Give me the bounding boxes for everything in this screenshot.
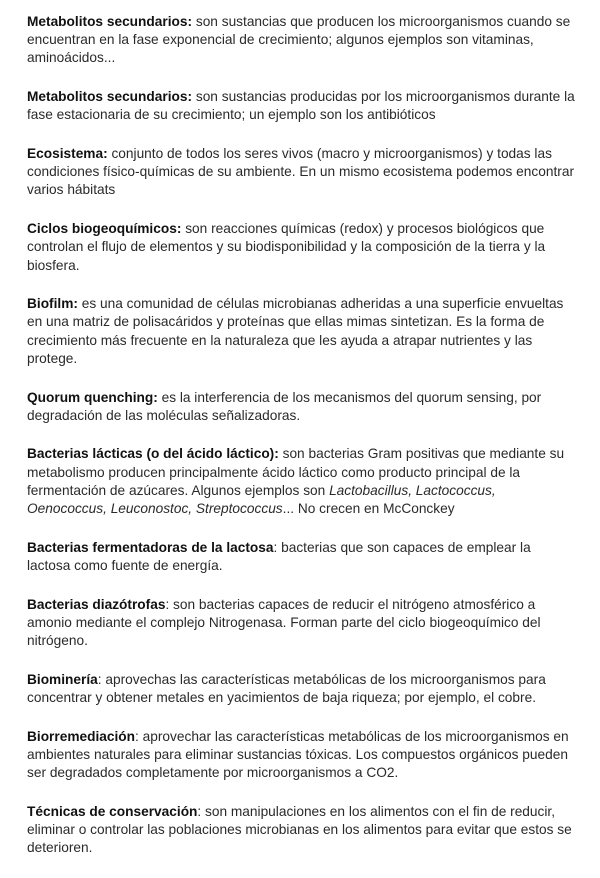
glossary-entry-ecosistema	[27, 145, 575, 200]
entry-term: Biorremediación	[27, 728, 136, 744]
glossary-entry-bacterias-diazotrofas	[27, 596, 575, 651]
entry-term: Bacterias diazótrofas	[27, 596, 166, 612]
glossary-entry-metabolitos-secundarios-1	[27, 13, 575, 68]
entry-examples: Lactobacillus, Lactococcus, Oenococcus, Leuconostoc, Streptococcus	[27, 482, 496, 517]
entry-definition: son sustancias producidas por los microorganismos durante la fase estacionaria de su crecimiento; un ejemplo son los antibióticos	[27, 89, 575, 123]
entry-term: Quorum quenching:	[27, 389, 158, 405]
entry-definition: es una comunidad de células microbianas adheridas a una superficie envueltas en una matriz de polisacáridos y proteínas que ellas mimas sintetizan. Es la forma de crecimiento más frecuente en la naturaleza que les ayuda a atrapar nutrientes y las protege.	[27, 296, 564, 366]
entry-term: Bacterias lácticas (o del ácido láctico):	[27, 446, 279, 462]
glossary-entry-ciclos-biogeoquimicos	[27, 220, 575, 275]
entry-definition: son reacciones químicas (redox) y procesos biológicos que controlan el flujo de elementos y su biodisponibilidad y la composición de la tierra y la biosfera.	[27, 221, 546, 273]
entry-definition: : aprovechas las características metabólicas de los microorganismos para concentrar y obtener metales en yacimientos de baja riqueza; por ejemplo, el cobre.	[27, 671, 546, 705]
glossary-page	[27, 13, 575, 878]
glossary-entry-bacterias-fermentadoras	[27, 539, 575, 575]
entry-term: Metabolitos secundarios:	[27, 14, 193, 29]
glossary-entry-metabolitos-secundarios-2	[27, 88, 575, 124]
glossary-entry-biomineria	[27, 671, 575, 707]
entry-definition-end: ... No crecen en McConckey	[282, 501, 455, 517]
entry-definition: : aprovechar las características metabólicas de los microorganismos en ambientes naturales para eliminar sustancias tóxicas. Los compuestos orgánicos pueden ser degradados completamente por microorganismos a CO2.	[27, 728, 569, 781]
glossary-entry-tecnicas-conservacion	[27, 803, 575, 858]
glossary-entry-bacterias-lacticas	[27, 445, 575, 518]
glossary-entry-biorremediacion	[27, 728, 575, 783]
entry-definition: son bacterias Gram positivas que mediante su metabolismo producen principalmente ácido láctico como producto principal de la fermentación de azúcares. Algunos ejemplos son	[27, 446, 565, 498]
glossary-entry-quorum-quenching	[27, 389, 575, 425]
entry-definition: : bacterias que son capaces de emplear la lactosa como fuente de energía.	[27, 539, 531, 573]
entry-definition: es la interferencia de los mecanismos del quorum sensing, por degradación de las moléculas señalizadoras.	[27, 389, 542, 423]
entry-definition: conjunto de todos los seres vivos (macro y microorganismos) y todas las condiciones físico-químicas de su ambiente. En un mismo ecosistema podemos encontrar varios hábitats	[27, 146, 575, 198]
entry-definition: : son bacterias capaces de reducir el nitrógeno atmosférico a amonio mediante el complejo Nitrogenasa. Forman parte del ciclo biogeoquímico del nitrógeno.	[27, 596, 541, 649]
entry-term: Metabolitos secundarios:	[27, 89, 193, 105]
entry-term: Ciclos biogeoquímicos:	[27, 221, 182, 237]
entry-term: Ecosistema:	[27, 146, 108, 162]
glossary-entry-biofilm	[27, 295, 575, 368]
entry-definition: son sustancias que producen los microorganismos cuando se encuentran en la fase exponencial de crecimiento; algunos ejemplos son vitaminas, aminoácidos...	[27, 14, 571, 66]
entry-term: Técnicas de conservación	[27, 803, 198, 819]
entry-definition: : son manipulaciones en los alimentos con el fin de reducir, eliminar o controlar las poblaciones microbianas en los alimentos para evitar que estos se deterioren.	[27, 803, 572, 856]
entry-term: Biominería	[27, 671, 98, 687]
entry-term: Biofilm:	[27, 296, 78, 312]
entry-term: Bacterias fermentadoras de la lactosa	[27, 539, 274, 555]
